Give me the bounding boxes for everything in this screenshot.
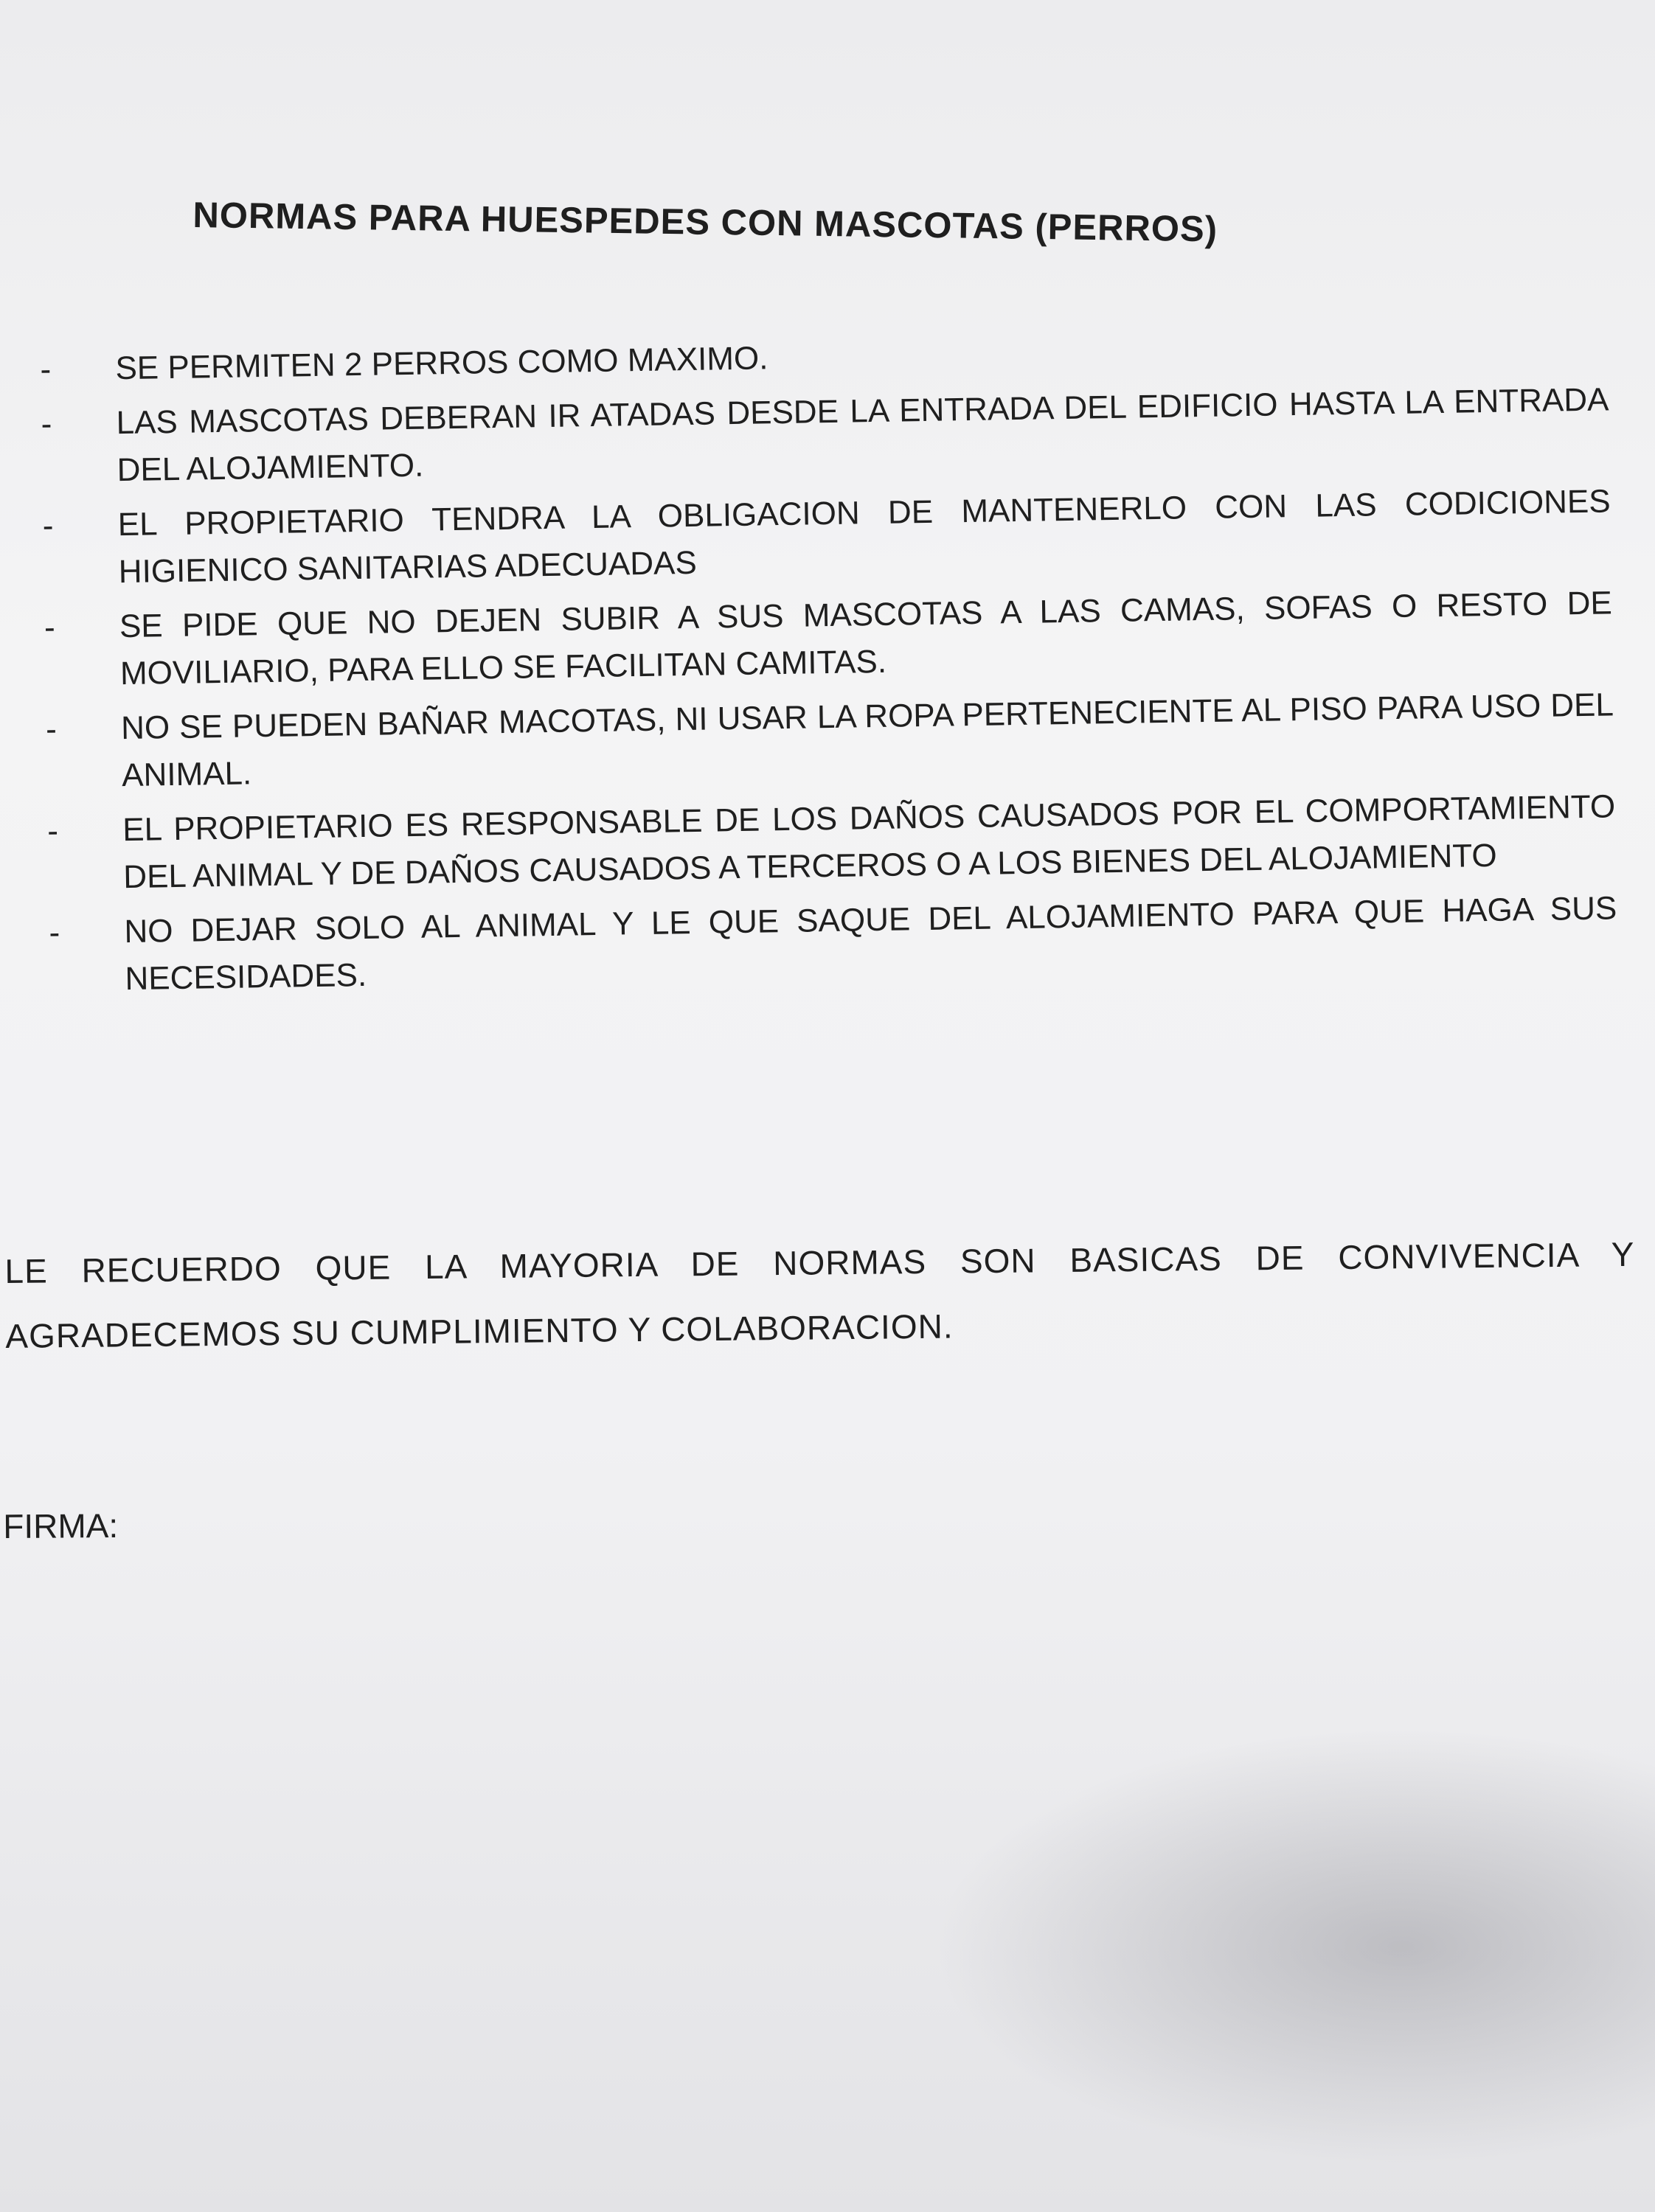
- document-title: NORMAS PARA HUESPEDES CON MASCOTAS (PERROS): [192, 195, 1218, 250]
- bullet-dash: -: [42, 507, 54, 544]
- rule-text: EL PROPIETARIO TENDRA LA OBLIGACION DE MANTENERLO CON LAS CODICIONES HIGIENICO SANITARIAS ADECUADAS: [117, 483, 1611, 591]
- signature-label: FIRMA:: [3, 1506, 119, 1545]
- rule-text: NO DEJAR SOLO AL ANIMAL Y LE QUE SAQUE DEL ALOJAMIENTO PARA QUE HAGA SUS NECESIDADES.: [124, 890, 1617, 998]
- rule-item: [32, 478, 1619, 597]
- bullet-dash: -: [45, 711, 58, 748]
- closing-paragraph: LE RECUERDO QUE LA MAYORIA DE NORMAS SON BASICAS DE CONVIVENCIA Y AGRADECEMOS SU CUMPLIMIENTO Y COLABORACION.: [4, 1234, 1635, 1355]
- rule-text: SE PIDE QUE NO DEJEN SUBIR A SUS MASCOTAS A LAS CAMAS, SOFAS O RESTO DE MOVILIARIO, PARA ELLO SE FACILITAN CAMITAS.: [119, 585, 1613, 692]
- rules-list: [30, 321, 1625, 1012]
- rule-item: [33, 580, 1620, 699]
- rule-text: LAS MASCOTAS DEBERAN IR ATADAS DESDE LA ENTRADA DEL EDIFICIO HASTA LA ENTRADA DEL ALOJAMIENTO.: [116, 381, 1609, 489]
- bullet-dash: -: [49, 914, 60, 951]
- bullet-dash: -: [46, 813, 59, 849]
- rule-item: [38, 885, 1625, 1004]
- rule-text: EL PROPIETARIO ES RESPONSABLE DE LOS DAÑOS CAUSADOS POR EL COMPORTAMIENTO DEL ANIMAL Y DE DAÑOS CAUSADOS A TERCEROS O A LOS BIENES DEL ALOJAMIENTO: [122, 788, 1616, 896]
- rule-item: [35, 681, 1623, 801]
- bullet-dash: -: [40, 351, 52, 388]
- rule-item: [30, 376, 1617, 495]
- rule-item: [37, 783, 1624, 902]
- bullet-dash: -: [44, 609, 56, 646]
- rule-text: SE PERMITEN 2 PERROS COMO MAXIMO.: [115, 340, 768, 387]
- bullet-dash: -: [41, 406, 52, 442]
- rule-text: NO SE PUEDEN BAÑAR MACOTAS, NI USAR LA ROPA PERTENECIENTE AL PISO PARA USO DEL ANIMAL.: [120, 686, 1614, 794]
